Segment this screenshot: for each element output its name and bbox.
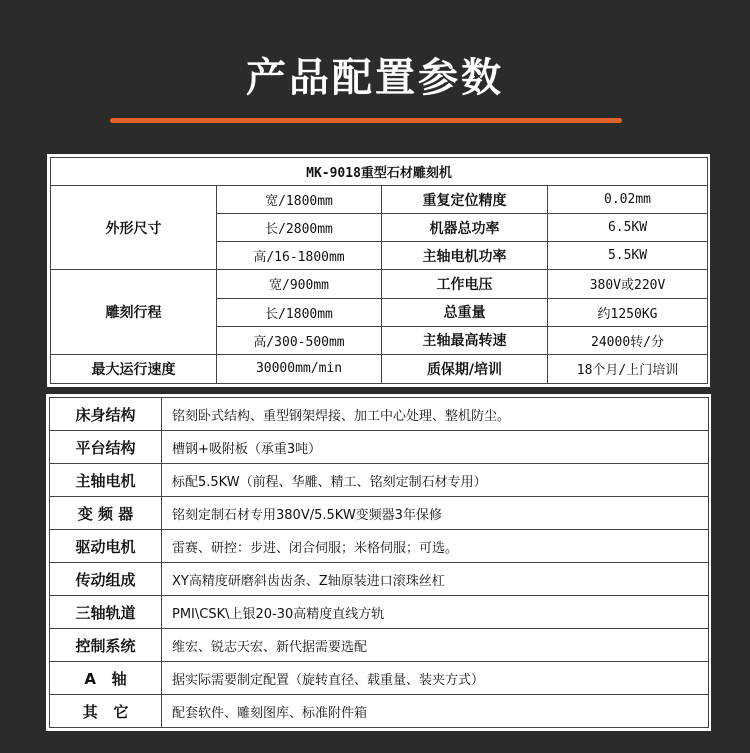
travel-length: 长/1800mm [217,298,382,326]
param-name: 机器总功率 [382,214,548,242]
param-value: 0.02mm [548,186,708,214]
spec-table-frame [47,154,710,387]
config-row [50,464,709,497]
config-label: 变 频 器 [50,497,162,530]
title-underline [110,118,622,123]
travel-label: 雕刻行程 [51,270,217,354]
config-row [50,596,709,629]
param-name: 主轴最高转速 [382,326,548,354]
page-title: 产品配置参数 [246,55,504,101]
travel-width: 宽/900mm [217,270,382,298]
config-desc: XY高精度研磨斜齿齿条、Z轴原装进口滚珠丝杠 [162,563,709,596]
param-name: 质保期/培训 [382,354,548,383]
config-label: 主轴电机 [50,464,162,497]
dimension-height: 高/16-1800mm [217,242,382,270]
config-label: 三轴轨道 [50,596,162,629]
config-row [50,497,709,530]
config-label: 平台结构 [50,431,162,464]
param-value: 约1250KG [548,298,708,326]
travel-height: 高/300-500mm [217,326,382,354]
config-label: A 轴 [50,662,162,695]
config-desc: 配套软件、雕刻图库、标准附件箱 [162,695,709,728]
config-desc: 槽钢+吸附板（承重3吨） [162,431,709,464]
max-speed-label: 最大运行速度 [51,354,217,383]
param-name: 主轴电机功率 [382,242,548,270]
config-row [50,662,709,695]
config-row [50,398,709,431]
config-row [50,695,709,728]
config-label: 床身结构 [50,398,162,431]
config-label: 传动组成 [50,563,162,596]
max-speed-value: 30000mm/min [217,354,382,383]
config-row [50,629,709,662]
config-table [49,397,709,728]
config-row [50,431,709,464]
config-desc: 雷赛、研控：步进、闭合伺服；米格伺服；可选。 [162,530,709,563]
config-desc: 铭刻定制石材专用380V/5.5KW变频器3年保修 [162,497,709,530]
config-label: 其 它 [50,695,162,728]
param-value: 6.5KW [548,214,708,242]
spec-table [50,157,708,384]
config-desc: PMI\CSK\上银20-30高精度直线方轨 [162,596,709,629]
param-value: 24000转/分 [548,326,708,354]
param-value: 380V或220V [548,270,708,298]
config-desc: 维宏、锐志天宏、新代据需要选配 [162,629,709,662]
param-name: 工作电压 [382,270,548,298]
dimensions-label: 外形尺寸 [51,186,217,270]
spec-table-title: MK-9018重型石材雕刻机 [51,158,708,186]
config-row [50,530,709,563]
param-value: 5.5KW [548,242,708,270]
param-name: 重复定位精度 [382,186,548,214]
config-label: 驱动电机 [50,530,162,563]
param-value: 18个月/上门培训 [548,354,708,383]
dimension-width: 宽/1800mm [217,186,382,214]
config-row [50,563,709,596]
config-label: 控制系统 [50,629,162,662]
config-desc: 铭刻卧式结构、重型钢架焊接、加工中心处理、整机防尘。 [162,398,709,431]
param-name: 总重量 [382,298,548,326]
dimension-length: 长/2800mm [217,214,382,242]
config-desc: 标配5.5KW（前程、华雕、精工、铭刻定制石材专用） [162,464,709,497]
config-desc: 据实际需要制定配置（旋转直径、载重量、装夹方式） [162,662,709,695]
config-table-frame [46,394,711,731]
